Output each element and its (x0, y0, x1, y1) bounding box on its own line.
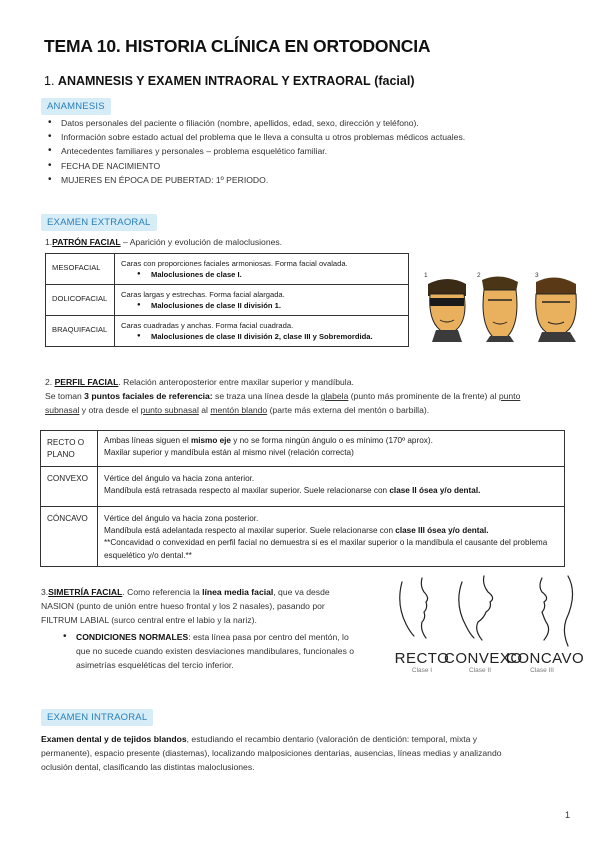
list-item: • Información sobre estado actual del problema que le lleva a consulta u otros problemas médicos actuales. (61, 130, 581, 144)
text: : esta línea pasa por centro del mentón, lo (188, 632, 349, 642)
perfil-title: PERFIL FACIAL (54, 377, 119, 387)
faces-icon (418, 270, 583, 342)
row-desc: Caras largas y estrechas. Forma facial alargada. (121, 290, 285, 299)
text: Se toman (45, 391, 85, 401)
face-number: 3 (535, 272, 539, 279)
profile-table (40, 430, 565, 567)
page-title: TEMA 10. HISTORIA CLÍNICA EN ORTODONCIA (44, 36, 431, 56)
text: Vértice del ángulo va hacia zona posterior. (104, 513, 259, 523)
text: FILTRUM LABIAL (surco central entre el labio y la nariz). (41, 615, 257, 625)
table-row (46, 285, 409, 316)
braquifacial-face-icon (536, 277, 577, 342)
intraoral-tag: EXAMEN INTRAORAL (41, 709, 153, 726)
perfil-line-2 (45, 389, 565, 403)
row-desc: Caras con proporciones faciales armoniosas. Forma facial ovalada. (121, 259, 348, 268)
perfil-rest: . Relación anteroposterior entre maxilar superior y mandíbula. (118, 377, 354, 387)
text: asimetrías esqueléticas del tercio inferior. (76, 660, 234, 671)
profile-sub-recto: Clase I (411, 667, 433, 674)
face-number: 1 (424, 272, 428, 279)
row-desc: Caras cuadradas y anchas. Forma facial cuadrada. (121, 321, 294, 330)
text: **Concavidad o convexidad en perfil facial no demuestra si es el maxilar superior o la mandíbula el causante del problema esquelético y/o dental.** (104, 538, 548, 560)
list-item: • FECHA DE NACIMIENTO (61, 159, 581, 173)
perfil-line-1 (45, 375, 565, 389)
page-number: 1 (564, 810, 570, 820)
profiles-icon (392, 574, 577, 649)
table-row (46, 316, 409, 347)
table-cell-desc (98, 466, 565, 506)
text: se traza una línea desde la (212, 391, 321, 401)
text: Ambas líneas siguen el (104, 436, 191, 445)
perfil-num: 2. (45, 377, 53, 387)
section-heading (44, 74, 414, 88)
list-item: • MUJERES EN ÉPOCA DE PUBERTAD: 1º PERIODO. (61, 173, 581, 187)
extraoral-tag: EXAMEN EXTRAORAL (41, 214, 157, 231)
text: mentón blando (210, 405, 268, 415)
table-cell-desc (115, 285, 409, 316)
facial-pattern-table (45, 253, 409, 347)
anamnesis-list (45, 116, 581, 187)
text: y otra desde el (79, 405, 141, 415)
convexo-profile-icon (477, 576, 493, 640)
table-cell-label: RECTO O PLANO (41, 431, 98, 467)
table-cell-desc (98, 506, 565, 567)
patron-heading (45, 235, 282, 249)
profile-label-recto: RECTO (394, 650, 450, 667)
face-number: 2 (477, 272, 481, 279)
row-bullet: ● Maloclusiones de clase II división 1. (121, 300, 402, 311)
text: (punto más prominente de la frente) al (348, 391, 499, 401)
table-row (41, 466, 565, 506)
text: Mandíbula está retrasada respecto al maxilar superior. Suele relacionarse con (104, 486, 390, 496)
patron-rest: – Aparición y evolución de maloclusiones. (120, 237, 283, 247)
table-cell-desc (115, 316, 409, 347)
profile-label-convexo: CONVEXO (444, 650, 523, 667)
table-row (46, 254, 409, 285)
text: punto subnasal (140, 405, 199, 415)
perfil-paragraph (45, 375, 565, 417)
text: . Como referencia la (122, 587, 203, 597)
row-bullet: ● Maloclusiones de clase II división 2, clase III y Sobremordida. (121, 331, 402, 342)
text: mismo eje (190, 436, 231, 445)
table-cell-desc (98, 431, 565, 467)
patron-title: PATRÓN FACIAL (52, 237, 121, 247)
anamnesis-tag: ANAMNESIS (41, 98, 111, 115)
text: 3 puntos faciales de referencia: (84, 391, 213, 401)
text: 3. (41, 587, 49, 597)
text: Examen dental y de tejidos blandos (41, 734, 187, 744)
profile-label-concavo: CONCAVO (506, 650, 585, 667)
condiciones-list (60, 630, 396, 673)
text: Vértice del ángulo va hacia zona anterior. (104, 473, 255, 483)
text: , que va desde (273, 587, 330, 597)
table-row (41, 431, 565, 467)
facial-types-illustration (418, 270, 583, 342)
text: punto (498, 391, 521, 401)
text: SIMETRÍA FACIAL (48, 587, 123, 597)
table-cell-label: MESOFACIAL (52, 263, 101, 272)
table-cell-label: CONVEXO (41, 466, 98, 506)
table-cell-label: DOLICOFACIAL (46, 285, 115, 316)
simetria-paragraph (41, 585, 381, 627)
list-item: • Antecedentes familiares y personales – problema esquelético familiar. (61, 144, 581, 158)
text: , estudiando el recambio dentario (valoración de dentición: temporal, mixta y (186, 734, 478, 744)
dolicofacial-face-icon (482, 276, 518, 342)
concavo-profile-icon (540, 578, 549, 640)
text: permanente), espacio presente (diastemas), localizando malposiciones dentarias, ausencias, líneas medias y analizando (41, 748, 502, 758)
text: NASION (punto de unión entre hueso frontal y los 2 nasales), pasando por (41, 601, 325, 611)
text: línea media facial (202, 587, 274, 597)
text: y no se forma ningún ángulo o es mínimo (170º aprox). (230, 436, 433, 445)
row-bullet: ● Maloclusiones de clase I. (121, 269, 402, 280)
table-cell-label: BRAQUIFACIAL (46, 316, 115, 347)
text: Mandíbula está adelantada respecto al maxilar superior. Suele relacionarse con (104, 526, 396, 536)
text: oclusión dental, clasificando las distintas maloclusiones. (41, 762, 255, 772)
section-number: 1. (44, 74, 55, 88)
text: glabela (320, 391, 349, 401)
text: subnasal (45, 405, 80, 415)
profiles-illustration (392, 574, 585, 684)
text: clase II ósea y/o dental. (389, 486, 481, 496)
table-row (41, 506, 565, 567)
patron-num: 1. (45, 237, 53, 247)
perfil-line-3 (45, 403, 565, 417)
list-item: • Datos personales del paciente o filiación (nombre, apellidos, edad, sexo, dirección y teléfono). (61, 116, 581, 130)
recto-profile-icon (421, 578, 427, 638)
text: que no sucede cuando existen desviaciones mandibulares, funcionales o (76, 646, 355, 657)
section-title: ANAMNESIS Y EXAMEN INTRAORAL Y EXTRAORAL (57, 74, 371, 88)
text: (parte más externa del mentón o barbilla). (267, 405, 430, 415)
intraoral-paragraph (41, 732, 571, 774)
text: Maxilar superior y mandíbula están al mismo nivel (relación correcta) (104, 448, 354, 458)
table-cell-desc (115, 254, 409, 285)
list-item (76, 630, 396, 673)
text: al (198, 405, 211, 415)
section-suffix: (facial) (374, 74, 415, 88)
profile-sub-convexo: Clase II (468, 667, 492, 674)
table-cell-label: CÓNCAVO (41, 506, 98, 567)
text: clase III ósea y/o dental. (395, 526, 489, 536)
mesofacial-face-icon (428, 279, 466, 342)
text: CONDICIONES NORMALES (76, 632, 189, 642)
profile-sub-concavo: Clase III (530, 667, 554, 674)
